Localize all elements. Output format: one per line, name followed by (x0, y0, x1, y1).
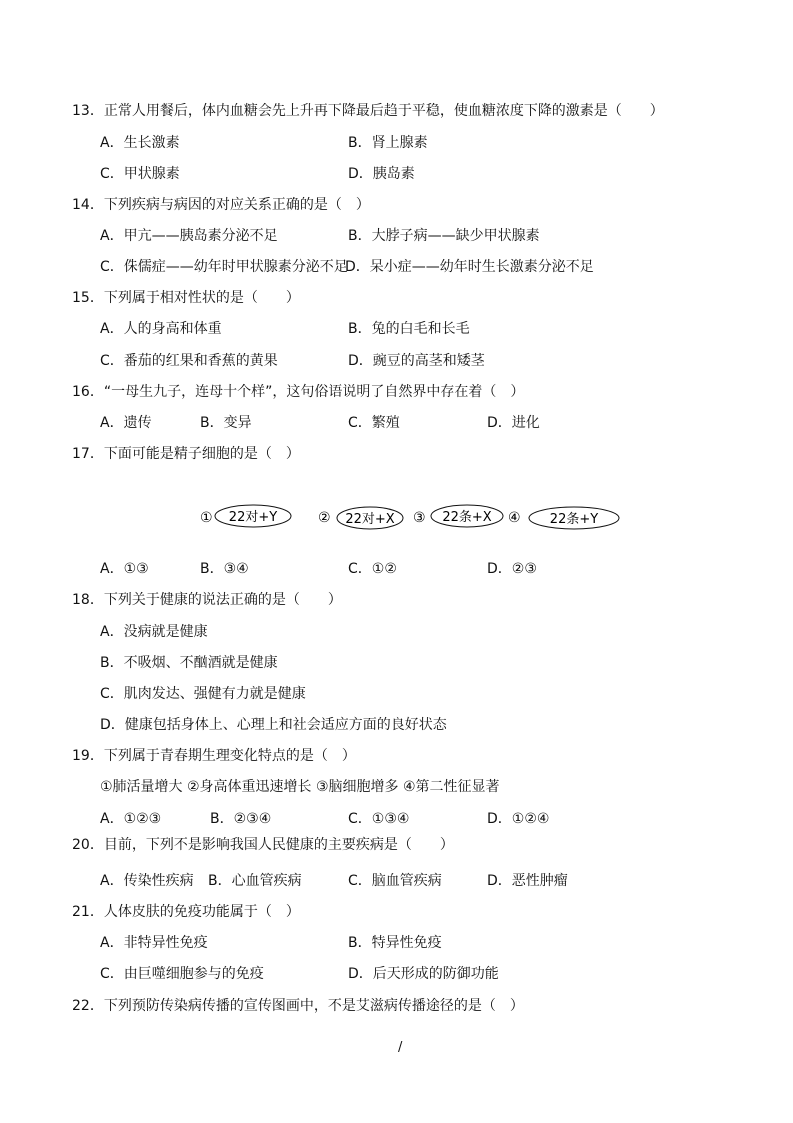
question-20-option-d: D．恶性肿瘤 (487, 873, 568, 889)
question-21-option-c: C．由巨噬细胞参与的免疫 (100, 966, 264, 982)
question-16-option-b: B．变异 (200, 415, 252, 431)
question-18-option-b: B．不吸烟、不酗酒就是健康 (100, 655, 278, 671)
question-18-option-a: A．没病就是健康 (100, 624, 208, 640)
question-19-option-c: C．①③④ (348, 811, 410, 827)
question-15-stem: 15．下列属于相对性状的是（ ） (72, 290, 300, 306)
question-14-option-a: A．甲亢——胰岛素分泌不足 (100, 228, 278, 244)
diagram-label-2: 22对+X (345, 512, 395, 527)
question-17-option-d: D．②③ (487, 561, 537, 577)
question-22-stem: 22．下列预防传染病传播的宣传图画中，不是艾滋病传播途径的是（ ） (72, 998, 524, 1014)
diagram-num-1: ① (200, 510, 213, 526)
question-16-option-a: A．遗传 (100, 415, 152, 431)
question-16-option-c: C．繁殖 (348, 415, 400, 431)
question-21-option-a: A．非特异性免疫 (100, 935, 208, 951)
question-17-option-b: B．③④ (200, 561, 249, 577)
question-20-option-c: C．脑血管疾病 (348, 873, 442, 889)
question-18-option-d: D．健康包括身体上、心理上和社会适应方面的良好状态 (100, 717, 447, 733)
question-15-option-b: B．兔的白毛和长毛 (348, 321, 470, 337)
question-15-option-a: A．人的身高和体重 (100, 321, 222, 337)
question-19-option-b: B．②③④ (210, 811, 272, 827)
question-21-option-b: B．特异性免疫 (348, 935, 442, 951)
question-13-option-d: D．胰岛素 (348, 166, 415, 182)
question-14-option-c: C．侏儒症——幼年时甲状腺素分泌不足 (100, 259, 348, 275)
question-17-option-a: A．①③ (100, 561, 149, 577)
question-14-option-b: B．大脖子病——缺少甲状腺素 (348, 228, 540, 244)
question-20-stem: 20．目前，下列不是影响我国人民健康的主要疾病是（ ） (72, 837, 454, 853)
diagram-num-3: ③ (413, 510, 426, 526)
question-14-option-d: D．呆小症——幼年时生长激素分泌不足 (345, 259, 594, 275)
question-15-option-c: C．番茄的红果和香蕉的黄果 (100, 353, 278, 369)
question-17-option-c: C．①② (348, 561, 397, 577)
question-20-option-b: B．心血管疾病 (208, 873, 302, 889)
question-13-option-b: B．肾上腺素 (348, 135, 428, 151)
question-16-option-d: D．进化 (487, 415, 540, 431)
diagram-num-4: ④ (508, 510, 521, 526)
question-14-stem: 14．下列疾病与病因的对应关系正确的是（ ） (72, 197, 370, 213)
question-19-statements: ①肺活量增大 ②身高体重迅速增长 ③脑细胞增多 ④第二性征显著 (100, 779, 500, 795)
diagram-num-2: ② (318, 510, 331, 526)
question-20-option-a: A．传染性疾病 (100, 873, 194, 889)
question-13-option-a: A．生长激素 (100, 135, 180, 151)
diagram-label-3: 22条+X (442, 510, 492, 525)
question-13-stem: 13．正常人用餐后，体内血糖会先上升再下降最后趋于平稳，使血糖浓度下降的激素是（ ） (72, 103, 664, 119)
question-19-option-a: A．①②③ (100, 811, 162, 827)
question-19-option-d: D．①②④ (487, 811, 550, 827)
question-13-option-c: C．甲状腺素 (100, 166, 180, 182)
chromosome-diagram (200, 500, 630, 534)
diagram-label-1: 22对+Y (228, 510, 278, 525)
question-18-stem: 18．下列关于健康的说法正确的是（ ） (72, 592, 342, 608)
question-16-stem: 16．“一母生九子，连母十个样”，这句俗语说明了自然界中存在着（ ） (72, 384, 525, 400)
question-18-option-c: C．肌肉发达、强健有力就是健康 (100, 686, 306, 702)
question-19-stem: 19．下列属于青春期生理变化特点的是（ ） (72, 748, 356, 764)
page-number: / (398, 1040, 403, 1055)
question-21-option-d: D．后天形成的防御功能 (348, 966, 499, 982)
question-15-option-d: D．豌豆的高茎和矮茎 (348, 353, 485, 369)
question-21-stem: 21．人体皮肤的免疫功能属于（ ） (72, 904, 300, 920)
question-17-stem: 17．下面可能是精子细胞的是（ ） (72, 446, 300, 462)
diagram-label-4: 22条+Y (549, 512, 599, 527)
